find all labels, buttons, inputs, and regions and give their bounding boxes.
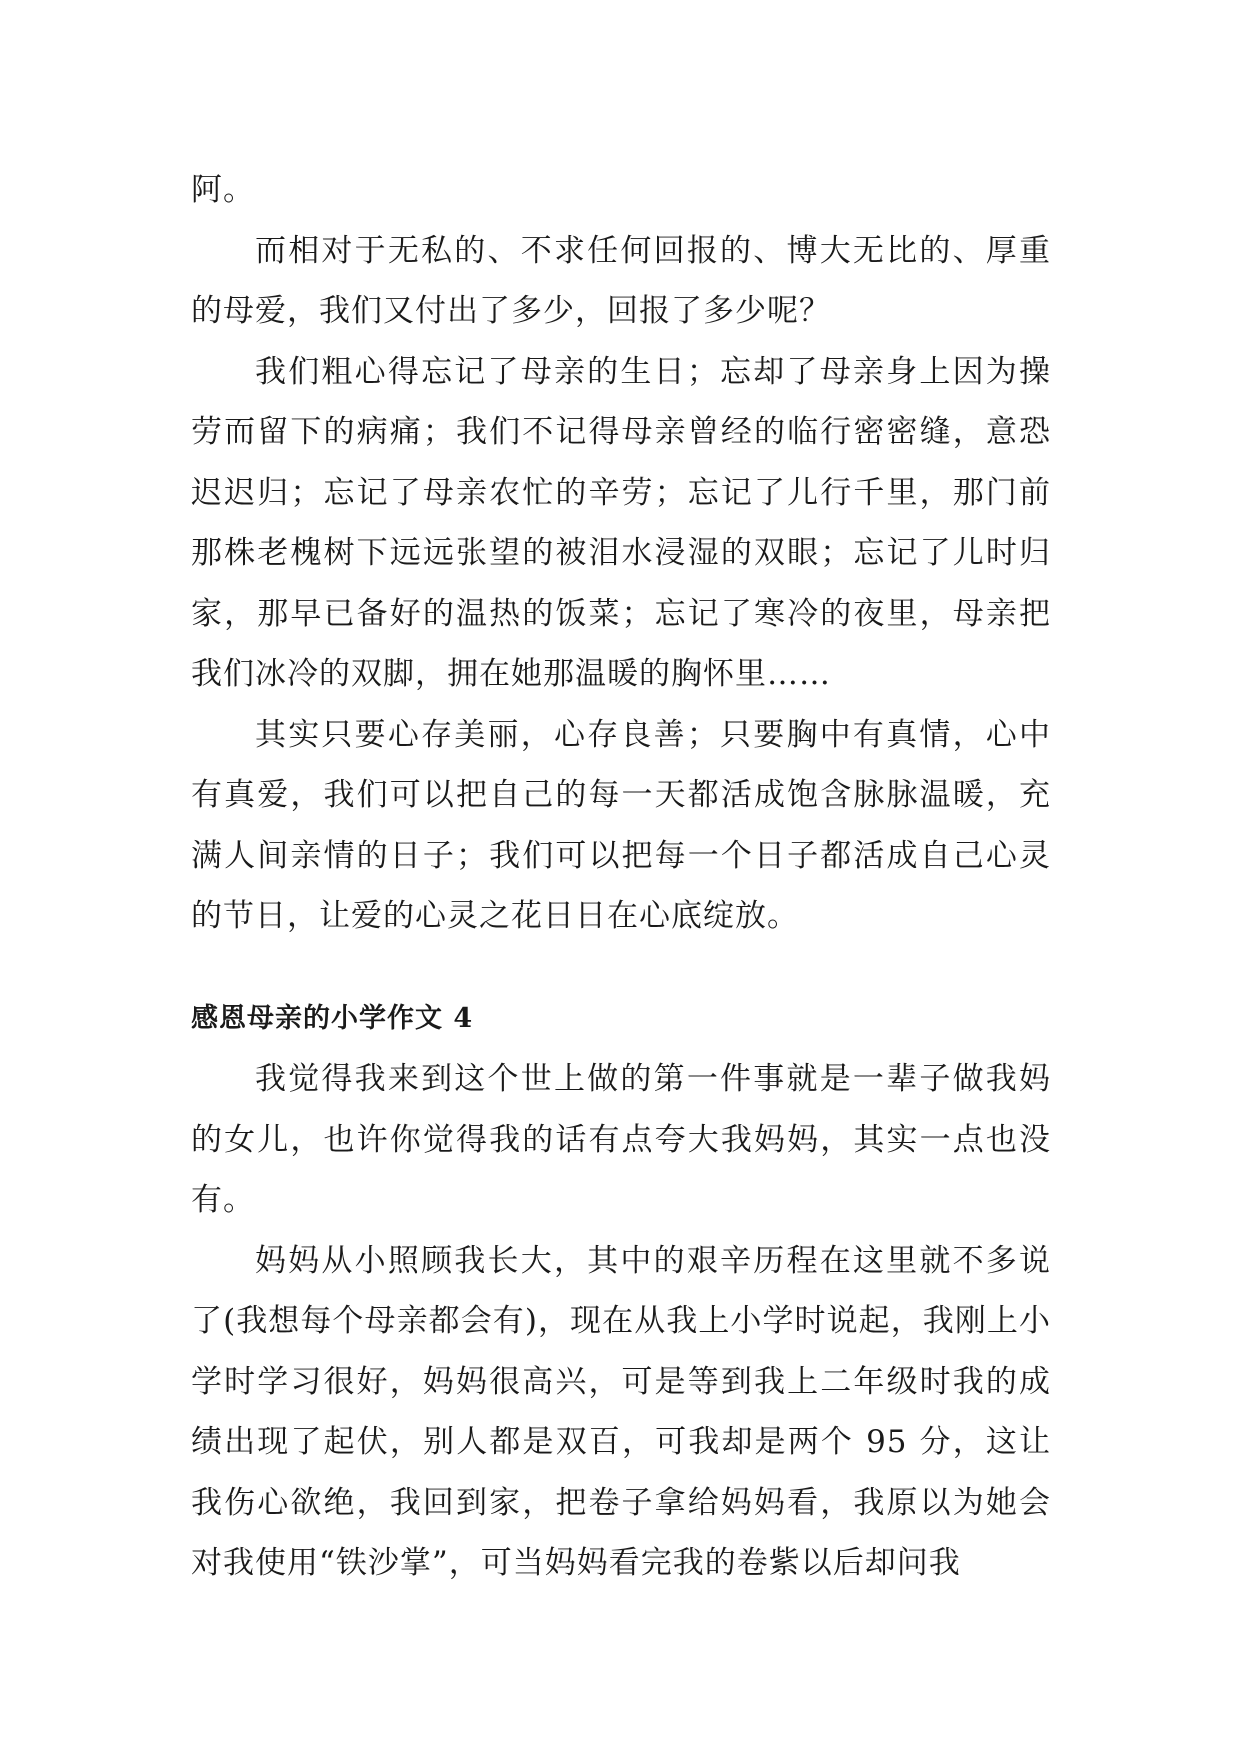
paragraph-selfless-love: 而相对于无私的、不求任何回报的、博大无比的、厚重的母爱，我们又付出了多少，回报了多少呢？	[191, 232, 1051, 329]
paragraph-conclusion: 其实只要心存美丽，心存良善；只要胸中有真情，心中有真爱，我们可以把自己的每一天都活成饱含脉脉温暖，充满人间亲情的日子；我们可以把每一个日子都活成自己心灵的节日，让爱的心灵之花日日在心底绽放。	[191, 716, 1051, 934]
paragraph-forgetting: 我们粗心得忘记了母亲的生日；忘却了母亲身上因为操劳而留下的病痛；我们不记得母亲曾经的临行密密缝，意恐迟迟归；忘记了母亲农忙的辛劳；忘记了儿行千里，那门前那株老槐树下远远张望的被泪水浸湿的双眼；忘记了儿时归家，那早已备好的温热的饭菜；忘记了寒冷的夜里，母亲把我们冰冷的双脚，拥在她那温暖的胸怀里……	[191, 353, 1051, 692]
paragraph-school-story: 妈妈从小照顾我长大，其中的艰辛历程在这里就不多说了(我想每个母亲都会有)，现在从我上小学时说起，我刚上小学时学习很好，妈妈很高兴，可是等到我上二年级时我的成绩出现了起伏，别人都是双百，可我却是两个 95 分，这让我伤心欲绝，我回到家，把卷子拿给妈妈看，我原以为她会对我使用“铁沙掌”，可当妈妈看完我的卷紫以后却问我	[191, 1242, 1051, 1581]
section-title: 感恩母亲的小学作文 4	[191, 1002, 474, 1034]
paragraph-daughter: 我觉得我来到这个世上做的第一件事就是一辈子做我妈的女儿，也许你觉得我的话有点夸大我妈妈，其实一点也没有。	[191, 1061, 1051, 1218]
paragraph-continuation: 阿。	[191, 172, 255, 208]
document-body	[191, 160, 1051, 1594]
